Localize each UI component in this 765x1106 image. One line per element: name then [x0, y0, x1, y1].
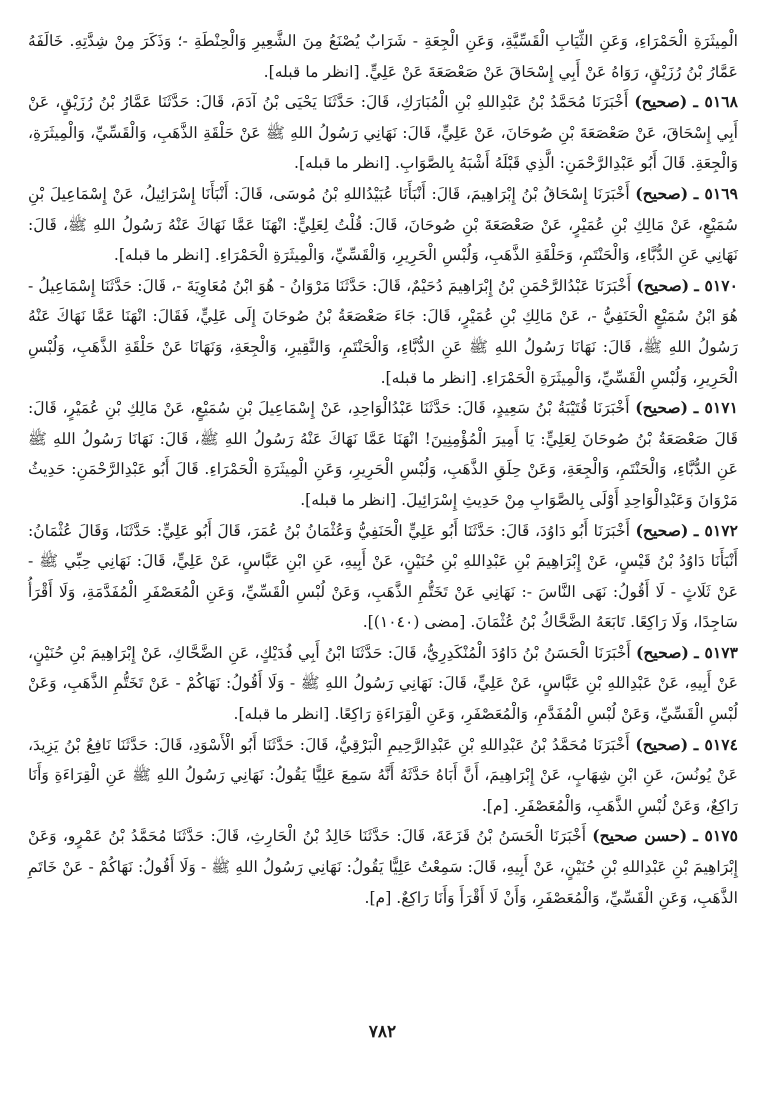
hadith-text: أَخْبَرَنَا مُحَمَّدُ بْنُ عَبْدِاللهِ بْنِ الْمُبَارَكِ، قَالَ: حَدَّثَنَا يَحْيَى بْنُ آدَمَ، قَالَ: حَدَّثَنَا عَمَّارُ بْنُ رُزَيْقٍ، عَنْ أَبِي إِسْحَاقَ، عَنْ صَعْصَعَةَ بْنِ صُوحَانَ، عَنْ عَلِيٍّ، قَالَ: نَهَانِي رَسُولُ اللهِ ﷺ عَنْ حَلْقَةِ الذَّهَبِ، وَالْقَسِّيِّ، وَالْمِيثَرَةِ، وَالْجِعَةِ. قَالَ أَبُو عَبْدِالرَّحْمَنِ: الَّذِي قَبْلَهُ أَشْبَهُ بِالصَّوَابِ. [انظر ما قبله]. — [28, 93, 738, 173]
hadith-number: ٥١٧٣ ـ — [694, 642, 738, 662]
hadith-text: أَخْبَرَنَا عَبْدُالرَّحْمَنِ بْنُ إِبْرَاهِيمَ دُحَيْمٌ، قَالَ: حَدَّثَنَا مَرْوَانُ - هُوَ ابْنُ مُعَاوِيَةَ -، قَالَ: حَدَّثَنَا إِسْمَاعِيلُ - هُوَ ابْنُ سُمَيْعٍ الْحَنَفِيُّ -، عَنْ مَالِكِ بْنِ عُمَيْرٍ، قَالَ: جَاءَ صَعْصَعَةُ بْنُ صُوحَانَ إِلَى عَلِيٍّ، فَقَالَ: انْهَنَا عَمَّا نَهَاكَ عَنْهُ رَسُولُ اللهِ ﷺ، قَالَ: نَهَانَا رَسُولُ اللهِ ﷺ عَنِ الدُّبَّاءِ، وَالْحَنْتَمِ، وَالنَّقِيرِ، وَالْجِعَةِ، وَنَهَانَا عَنْ حَلْقَةِ الذَّهَبِ، وَلُبْسِ الْحَرِيرِ، وَلُبْسِ الْقَسِّيِّ، وَالْمِيثَرَةِ الْحَمْرَاءِ. [انظر ما قبله]. — [28, 276, 738, 387]
hadith-number: ٥١٧١ ـ — [693, 398, 738, 418]
hadith-grade: (صحيح) — [634, 92, 688, 112]
page-number: ٧٨٢ — [368, 1022, 397, 1042]
hadith-5173 — [28, 638, 738, 730]
hadith-grade: (حسن صحيح) — [592, 826, 688, 846]
hadith-grade: (صحيح) — [635, 398, 689, 418]
hadith-5172 — [28, 516, 738, 638]
hadith-grade: (صحيح) — [635, 734, 689, 754]
hadith-grade: (صحيح) — [635, 520, 689, 540]
hadith-text: أَخْبَرَنَا الْحَسَنُ بْنُ قَزَعَةَ، قَالَ: حَدَّثَنَا خَالِدُ بْنُ الْحَارِثِ، قَالَ: حَدَّثَنَا مُحَمَّدُ بْنُ عَمْرٍو، وَعَنْ إِبْرَاهِيمَ بْنِ عَبْدِاللهِ بْنِ حُنَيْنٍ، عَنْ أَبِيهِ، قَالَ: سَمِعْتُ عَلِيًّا يَقُولُ: نَهَانِي رَسُولُ اللهِ ﷺ - وَلَا أَقُولُ: نَهَاكُمْ - عَنْ خَاتَمِ الذَّهَبِ، وَعَنِ الْقَسِّيِّ، وَالْمُعَصْفَرِ، وَأَنْ لَا أَقْرَأَ وَأَنَا رَاكِعٌ. [م]. — [28, 827, 738, 907]
hadith-grade: (صحيح) — [636, 275, 690, 295]
hadith-number: ٥١٧٠ ـ — [694, 275, 738, 295]
hadith-5171 — [28, 393, 738, 515]
document-body — [28, 26, 738, 913]
hadith-text: أَخْبَرَنَا مُحَمَّدُ بْنُ عَبْدِاللهِ بْنِ عَبْدِالرَّحِيمِ الْبَرْقِيُّ، قَالَ: حَدَّثَنَا أَبُو الْأَسْوَدِ، قَالَ: حَدَّثَنَا نَافِعُ بْنُ يَزِيدَ، عَنْ يُونُسَ، عَنِ ابْنِ شِهَابٍ، عَنْ إِبْرَاهِيمَ، أَنَّ أَبَاهُ حَدَّثَهُ أَنَّهُ سَمِعَ عَلِيًّا يَقُولُ: نَهَانِي رَسُولُ اللهِ ﷺ عَنِ الْقِرَاءَةِ وَأَنَا رَاكِعٌ، وَعَنْ لُبْسِ الذَّهَبِ، وَالْمُعَصْفَرِ. [م]. — [28, 735, 738, 815]
hadith-text: أَخْبَرَنَا إِسْحَاقُ بْنُ إِبْرَاهِيمَ، قَالَ: أَنْبَأَنَا عُبَيْدُاللهِ بْنُ مُوسَى، قَالَ: أَنْبَأَنَا إِسْرَائِيلُ، عَنْ إِسْمَاعِيلَ بْنِ سُمَيْعٍ، عَنْ مَالِكِ بْنِ عُمَيْرٍ، عَنْ صَعْصَعَةَ بْنِ صُوحَانَ، قَالَ: قُلْتُ لِعَلِيٍّ: انْهَنَا عَمَّا نَهَاكَ عَنْهُ رَسُولُ اللهِ ﷺ، قَالَ: نَهَانِي عَنِ الدُّبَّاءِ، وَالْحَنْتَمِ، وَحَلْقَةِ الذَّهَبِ، وَلُبْسِ الْحَرِيرِ، وَالْقَسِّيِّ، وَالْمِيثَرَةِ الْحَمْرَاءِ. [انظر ما قبله]. — [28, 184, 738, 265]
hadith-grade: (صحيح) — [635, 642, 689, 662]
paragraph-text: الْمِيثَرَةِ الْحَمْرَاءِ، وَعَنِ الثِّيَابِ الْقَسِّيَّةِ، وَعَنِ الْجِعَةِ - شَرَابٌ يُصْنَعُ مِنَ الشَّعِيرِ وَالْحِنْطَةِ -؛ وَذَكَرَ مِنْ شِدَّتِهِ. خَالَفَهُ عَمَّارُ بْنُ رُزَيْقٍ، رَوَاهُ عَنْ أَبِي إِسْحَاقَ عَنْ صَعْصَعَةَ عَنْ عَلِيٍّ. [انظر ما قبله]. — [28, 32, 738, 81]
hadith-text: أَخْبَرَنَا أَبُو دَاوُدَ، قَالَ: حَدَّثَنَا أَبُو عَلِيٍّ الْحَنَفِيُّ وَعُثْمَانُ بْنُ عُمَرَ، قَالَ أَبُو عَلِيٍّ: حَدَّثَنَا، وَقَالَ عُثْمَانُ: أَنْبَأَنَا دَاوُدُ بْنُ قَيْسٍ، عَنْ إِبْرَاهِيمَ بْنِ عَبْدِاللهِ بْنِ حُنَيْنٍ، عَنْ أَبِيهِ، عَنِ ابْنِ عَبَّاسٍ، عَنْ عَلِيٍّ، قَالَ: نَهَانِي حِبِّي ﷺ - عَنْ ثَلَاثٍ - لَا أَقُولُ: نَهَى النَّاسَ -: نَهَانِي عَنْ تَخَتُّمِ الذَّهَبِ، وَعَنْ لُبْسِ الْقَسِّيِّ، وَعَنِ الْمُعَصْفَرِ الْمُفَدَّمَةِ، وَلَا أَقْرَأُ سَاجِدًا، وَلَا رَاكِعًا. تَابَعَهُ الضَّحَّاكُ بْنُ عُثْمَانَ. [مضى (١٠٤٠)]. — [28, 521, 738, 632]
hadith-text: أَخْبَرَنَا قُتَيْبَةُ بْنُ سَعِيدٍ، قَالَ: حَدَّثَنَا عَبْدُالْوَاحِدِ، عَنْ إِسْمَاعِيلَ بْنِ سُمَيْعٍ، عَنْ مَالِكِ بْنِ عُمَيْرٍ، قَالَ: قَالَ صَعْصَعَةُ بْنُ صُوحَانَ لِعَلِيٍّ: يَا أَمِيرَ الْمُؤْمِنِينَ! انْهَنَا عَمَّا نَهَاكَ عَنْهُ رَسُولُ اللهِ ﷺ، قَالَ: نَهَانَا رَسُولُ اللهِ ﷺ عَنِ الدُّبَّاءِ، وَالْحَنْتَمِ، وَالْجِعَةِ، وَعَنْ حِلَقِ الذَّهَبِ، وَلُبْسِ الْحَرِيرِ، وَعَنِ الْمِيثَرَةِ الْحَمْرَاءِ. قَالَ أَبُو عَبْدِالرَّحْمَنِ: حَدِيثُ مَرْوَانَ وَعَبْدِالْوَاحِدِ أَوْلَى بِالصَّوَابِ مِنْ حَدِيثِ إِسْرَائِيلَ. [انظر ما قبله]. — [28, 399, 738, 509]
hadith-5169 — [28, 179, 738, 271]
hadith-text: أَخْبَرَنَا الْحَسَنُ بْنُ دَاوُدَ الْمُنْكَدِرِيُّ، قَالَ: حَدَّثَنَا ابْنُ أَبِي فُدَيْكٍ، عَنِ الضَّحَّاكِ، عَنْ إِبْرَاهِيمَ بْنِ حُنَيْنٍ، عَنْ أَبِيهِ، عَنْ عَبْدِاللهِ بْنِ عَبَّاسٍ، عَنْ عَلِيٍّ، قَالَ: نَهَانِي رَسُولُ اللهِ ﷺ - وَلَا أَقُولُ: نَهَاكُمْ - عَنْ تَخَتُّمِ الذَّهَبِ، وَعَنْ لُبْسِ الْقَسِّيِّ، وَعَنْ لُبْسِ الْمُفَدَّمِ، وَالْمُعَصْفَرِ، وَعَنِ الْقِرَاءَةِ رَاكِعًا. [انظر ما قبله]. — [28, 643, 738, 724]
paragraph-continuation — [28, 26, 738, 87]
hadith-number: ٥١٦٩ ـ — [693, 183, 738, 203]
hadith-grade: (صحيح) — [635, 183, 689, 203]
hadith-5168 — [28, 87, 738, 179]
hadith-5174 — [28, 730, 738, 822]
hadith-number: ٥١٧٢ ـ — [693, 520, 738, 540]
hadith-number: ٥١٦٨ ـ — [693, 92, 738, 112]
hadith-number: ٥١٧٥ ـ — [693, 826, 738, 846]
hadith-5175 — [28, 821, 738, 913]
hadith-5170 — [28, 271, 738, 393]
hadith-number: ٥١٧٤ ـ — [693, 734, 738, 754]
